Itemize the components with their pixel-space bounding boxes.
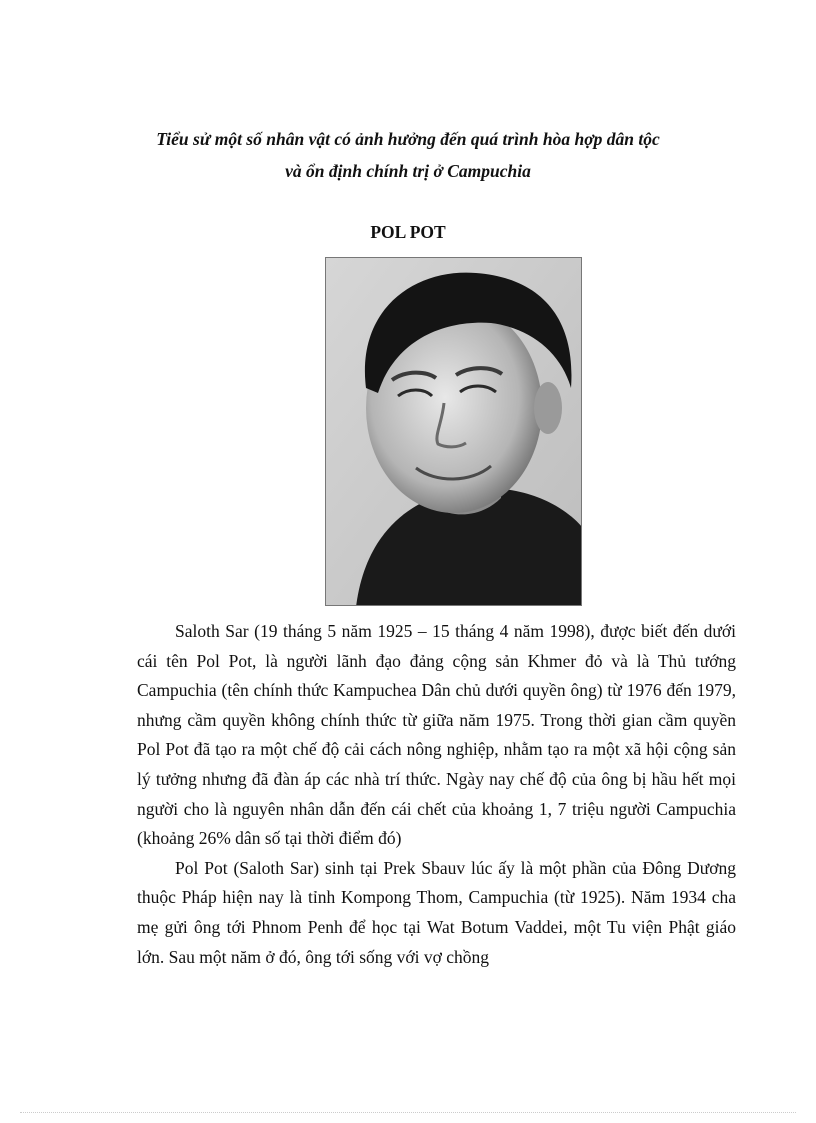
title-line-2: và ổn định chính trị ở Campuchia [285, 161, 531, 181]
paragraph: Pol Pot (Saloth Sar) sinh tại Prek Sbauv lúc ấy là một phần của Đông Dương thuộc Pháp hiện nay là tỉnh Kompong Thom, Campuchia (từ 1925). Năm 1934 cha mẹ gửi ông tới Phnom Penh để học tại Wat Botum Vaddei, một Tu viện Phật giáo lớn. Sau một năm ở đó, ông tới sống với vợ chồng [137, 857, 736, 967]
document-title [100, 123, 716, 187]
portrait-photo [325, 257, 582, 606]
paragraph: Saloth Sar (19 tháng 5 năm 1925 – 15 tháng 4 năm 1998), được biết đến dưới cái tên Pol Pot, là người lãnh đạo đảng cộng sản Khmer đỏ và là Thủ tướng Campuchia (tên chính thức Kampuchea Dân chủ dưới quyền ông) từ 1976 đến 1979, nhưng cầm quyền không chính thức từ giữa năm 1975. Trong thời gian cầm quyền Pol Pot đã tạo ra một chế độ cải cách nông nghiệp, nhằm tạo ra một xã hội cộng sản lý tưởng nhưng đã đàn áp các nhà trí thức. Ngày nay chế độ của ông bị hầu hết mọi người cho là nguyên nhân dẫn đến cái chết của khoảng 1, 7 triệu người Campuchia (khoảng 26% dân số tại thời điểm đó) [137, 621, 736, 849]
title-line-1: Tiểu sử một số nhân vật có ảnh hưởng đến quá trình hòa hợp dân tộc [156, 129, 660, 149]
person-name-heading: POL POT [370, 222, 446, 242]
page-bottom-divider [20, 1112, 796, 1113]
biography-text [137, 617, 736, 972]
